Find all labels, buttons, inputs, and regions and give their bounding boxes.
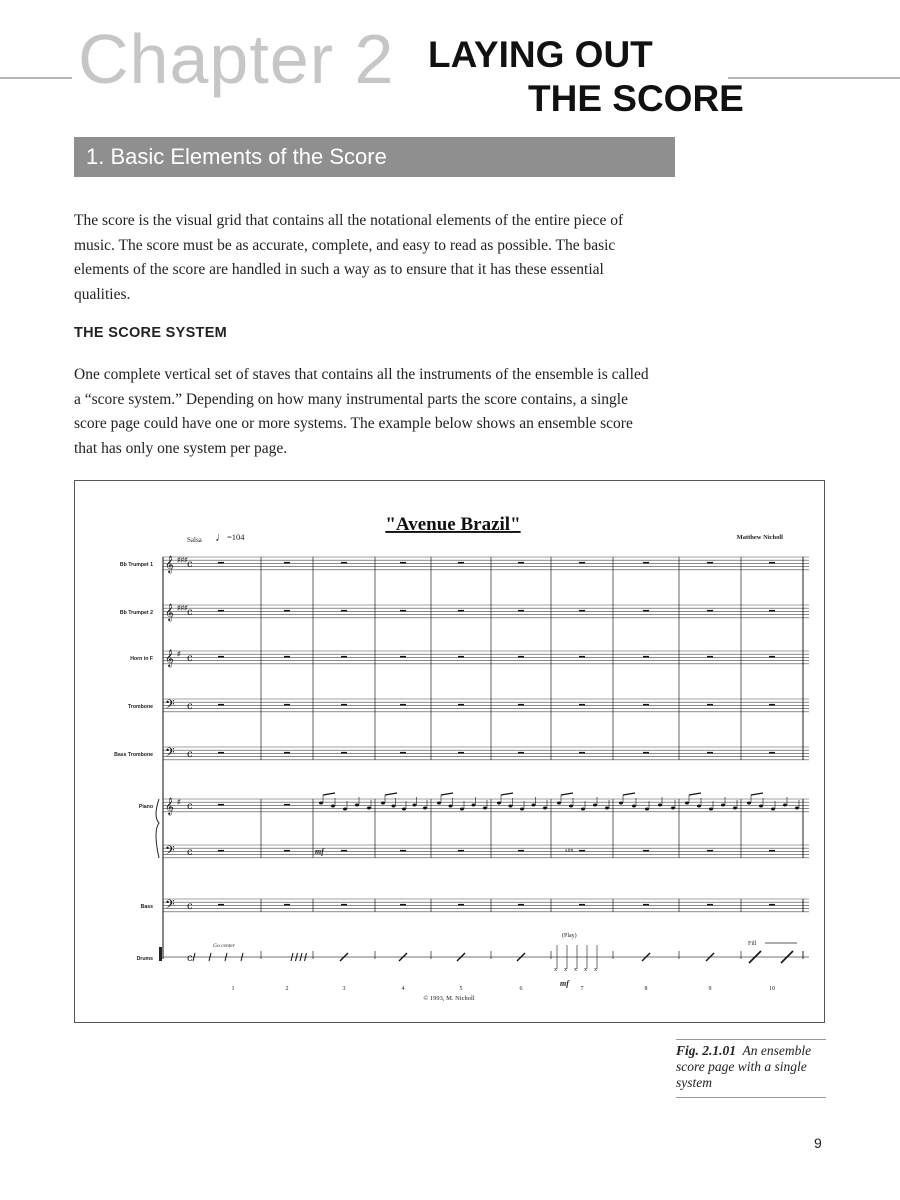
note-head [483,807,487,810]
page-number: 9 [814,1135,822,1151]
chapter-title-line1: LAYING OUT [428,34,653,75]
rest-mark [218,850,224,852]
tempo-value: =104 [227,532,245,542]
rest-mark [400,704,406,706]
rest-mark [579,610,585,612]
beam [323,793,335,795]
drum-x: x [584,967,587,973]
measure-number: 2 [285,986,289,992]
time-signature: c [187,847,193,858]
rest-mark [218,804,224,806]
rest-mark [284,656,290,658]
staves [163,555,809,964]
section-title: 1. Basic Elements of the Score [86,144,387,169]
tempo-style: Salsa [187,536,202,544]
rest-mark [579,704,585,706]
clef-icon: 𝄢 [165,843,175,861]
rest-mark [643,704,649,706]
rest-mark [579,904,585,906]
quarter-note-icon: ♩ [215,530,227,544]
body-paragraph-1: The score is the visual grid that contains all the notational elements of the entire piece of music. The score must be as accurate, complete, and easy to read as possible. The basic elements of the score are handled in such a way as to ensure that it has these essential qualities. [74,212,624,303]
rest-mark [284,562,290,564]
subheading: THE SCORE SYSTEM [74,325,228,341]
section-heading-bar [74,137,675,177]
drums-cue-label: Go center [213,943,235,949]
note-head [619,802,623,805]
rest-mark [400,850,406,852]
chapter-title-line2: THE SCORE [528,78,744,120]
rest-mark [707,850,713,852]
note-head [543,807,547,810]
beam [561,793,573,795]
rest-mark [341,850,347,852]
measure-number: 6 [519,986,523,992]
clef-icon: 𝄞 [165,603,174,621]
rest-mark [458,562,464,564]
note-head [605,807,609,810]
key-signature-icon: ♯♯♯ [177,556,188,564]
time-signature: c [187,653,193,664]
clef-icon: 𝄞 [165,555,174,573]
piano-sim-label: sim. [565,848,575,854]
rest-mark [458,752,464,754]
beam [385,793,397,795]
key-signature-icon: ♯ [177,798,181,806]
instrument-label: Drums [136,956,153,962]
rest-mark [518,704,524,706]
note-head [355,804,359,807]
rest-mark [458,850,464,852]
rest-mark [579,656,585,658]
score-image [75,481,824,1022]
note-head [721,804,725,807]
drums-dynamic-mf: mf [560,979,569,988]
note-head [449,805,453,808]
beam [441,793,453,795]
rest-mark [518,656,524,658]
instrument-label: Bb Trumpet 2 [119,610,153,616]
key-signature-icon: ♯♯♯ [177,604,188,612]
rest-mark [284,704,290,706]
caption-text: An ensemble score page with a single system [676,1043,812,1090]
note-head [367,807,371,810]
beam [751,793,763,795]
piano-brace [156,799,159,858]
note-head [671,807,675,810]
rest-mark [284,904,290,906]
note-head [509,805,513,808]
time-signature: c [187,559,193,570]
rest-mark [284,610,290,612]
caption-label: Fig. 2.1.01 [676,1043,737,1058]
rest-mark [579,562,585,564]
rest-mark [643,904,649,906]
note-head [472,804,476,807]
key-signature-icon: ♯ [177,650,181,658]
rest-mark [518,904,524,906]
time-signature: c [187,749,193,760]
note-head [771,808,775,811]
header-rule-right [728,77,900,79]
composer: Matthew Nicholl [736,534,783,541]
measure-number: 3 [342,986,346,992]
clef-icon: 𝄢 [165,745,175,763]
drum-x: x [594,967,597,973]
clef-icon: 𝄞 [165,797,174,815]
rest-mark [284,804,290,806]
note-head [747,802,751,805]
measure-number: 8 [644,986,648,992]
drum-x: x [564,967,567,973]
beam [501,793,513,795]
note-head [658,804,662,807]
rest-mark [579,752,585,754]
chapter-title [428,33,744,122]
clef-icon: 𝄞 [165,649,174,667]
note-head [697,805,701,808]
note-head [569,805,573,808]
note-head [593,804,597,807]
note-head [392,805,396,808]
rest-mark [707,610,713,612]
rest-mark [218,656,224,658]
rest-mark [643,752,649,754]
beam [623,793,635,795]
rest-mark [458,704,464,706]
dynamic-mf: mf [315,847,324,856]
measure-number: 4 [401,986,405,992]
rest-mark [341,752,347,754]
measure-number: 5 [459,986,463,992]
instrument-labels [114,562,153,962]
caption-rule-top [676,1039,826,1040]
rest-mark [218,704,224,706]
note-head [520,808,524,811]
note-head [783,804,787,807]
rest-mark [400,904,406,906]
body-paragraph-2: One complete vertical set of staves that contains all the instruments of the ensemble is called a “score system.” Depending on how many instrumental parts the score contains, a single score page could have one or more systems. The example below shows an ensemble score that has only one system per page. [74,366,649,457]
measure-number: 10 [769,986,775,992]
rest-mark [400,752,406,754]
time-signature: c [187,801,193,812]
drum-x: x [574,967,577,973]
note-head [381,802,385,805]
rest-mark [769,610,775,612]
rest-mark [769,904,775,906]
beam [689,793,701,795]
note-head [460,808,464,811]
instrument-label: Trombone [127,704,153,710]
note-head [437,802,441,805]
note-head [759,805,763,808]
drums-fill-label: Fill [748,941,757,947]
rest-mark [643,610,649,612]
rest-mark [769,704,775,706]
chapter-label: Chapter 2 [78,20,395,98]
caption-rule-bottom [676,1097,826,1098]
rest-mark [341,904,347,906]
note-head [557,802,561,805]
rest-mark [579,850,585,852]
note-head [497,802,501,805]
note-head [645,808,649,811]
rest-mark [643,850,649,852]
rest-mark [707,904,713,906]
rest-mark [341,656,347,658]
drum-bracket [159,947,162,961]
figure-caption [676,1043,826,1091]
rest-mark [707,656,713,658]
drum-x: x [554,967,557,973]
note-head [423,807,427,810]
note-head [632,805,636,808]
rest-mark [218,752,224,754]
rest-mark [458,904,464,906]
rest-mark [400,610,406,612]
rest-mark [218,562,224,564]
note-head [343,808,347,811]
rest-mark [341,562,347,564]
note-head [795,807,799,810]
note-head [733,807,737,810]
time-signature: c [187,901,193,912]
instrument-label: Piano [138,804,153,810]
rest-mark [218,904,224,906]
rest-mark [769,562,775,564]
drums-play-label: (Play) [562,933,577,939]
rest-mark [400,562,406,564]
rest-mark [218,610,224,612]
rest-mark [769,752,775,754]
rest-mark [518,610,524,612]
note-head [532,804,536,807]
rest-mark [643,562,649,564]
measure-number: 9 [708,986,712,992]
clef-icon: 𝄢 [165,697,175,715]
note-head [402,808,406,811]
instrument-label: Horn in F [130,656,153,662]
clef-icon: 𝄢 [165,897,175,915]
instrument-label: Bass [140,904,153,910]
note-head [331,805,335,808]
score-marks [193,562,799,973]
note-head [685,802,689,805]
rest-mark [518,562,524,564]
rest-mark [284,850,290,852]
time-signature: c [187,607,193,618]
instrument-label: Bass Trombone [114,752,153,758]
time-signature: c [187,701,193,712]
rest-mark [458,610,464,612]
score-figure [74,480,825,1023]
time-signature: c [187,953,193,964]
note-head [581,808,585,811]
rest-mark [284,752,290,754]
rest-mark [769,656,775,658]
score-title: "Avenue Brazil" [385,514,521,535]
rest-mark [643,656,649,658]
rest-mark [400,656,406,658]
measure-number: 7 [580,986,584,992]
rest-mark [707,704,713,706]
instrument-label: Bb Trumpet 1 [119,562,153,568]
rest-mark [707,562,713,564]
rest-mark [341,704,347,706]
measure-numbers [232,986,776,992]
copyright: © 1993, M. Nicholl [423,995,475,1002]
rest-mark [769,850,775,852]
note-head [319,802,323,805]
header-rule-left [0,77,72,79]
measure-number: 1 [231,986,235,992]
rest-mark [518,752,524,754]
rest-mark [341,610,347,612]
rest-mark [458,656,464,658]
rest-mark [518,850,524,852]
rest-mark [707,752,713,754]
note-head [413,804,417,807]
note-head [709,808,713,811]
